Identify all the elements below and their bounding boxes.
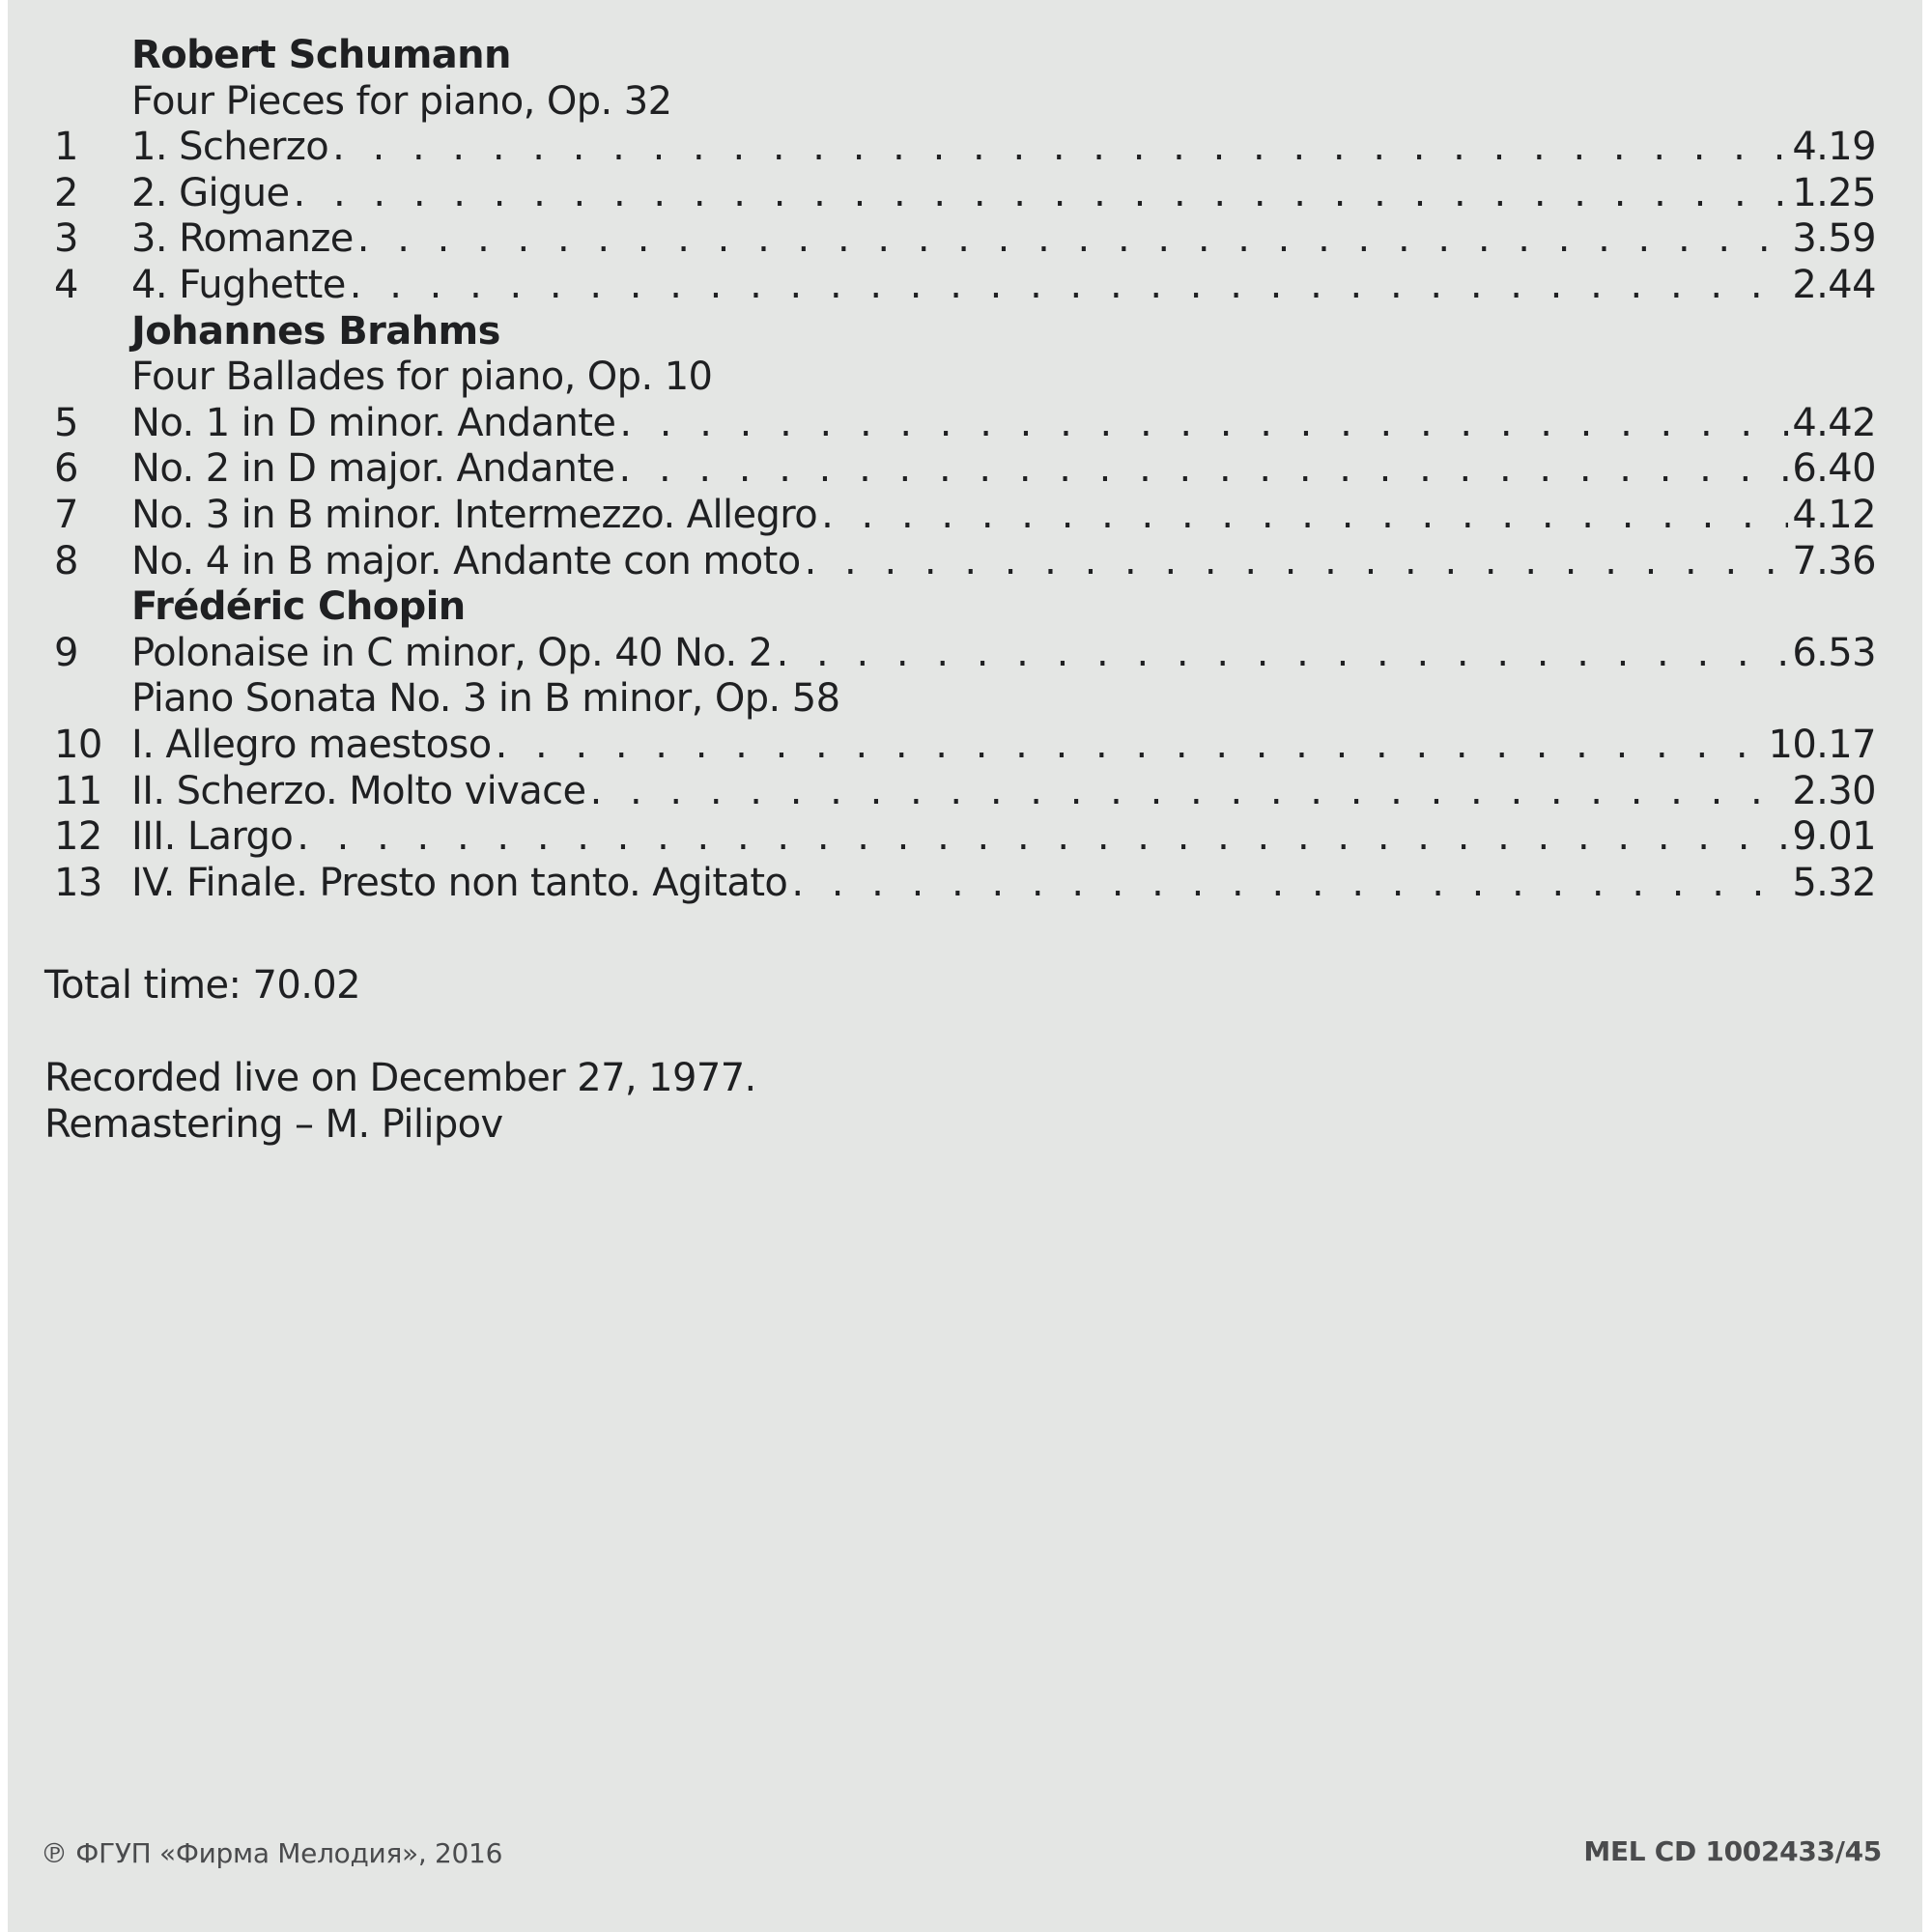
composer-heading [50,584,1882,631]
track-row [50,493,1882,539]
copyright-notice: ℗ ФГУП «Фирма Мелодия», 2016 [41,1837,503,1869]
dot-leader [357,216,1789,263]
dot-leader [496,723,1765,769]
track-number: 7 [54,492,78,537]
track-duration: 4.42 [1792,400,1876,445]
dot-leader [821,493,1788,539]
track-row [50,814,1882,861]
track-row [50,723,1882,769]
track-title: Polonaise in C minor, Op. 40 No. 2 [131,630,773,675]
track-title: 3. Romanze [131,216,354,262]
dot-leader [791,861,1788,907]
track-duration: 9.01 [1792,814,1876,860]
composer-name: Robert Schumann [131,33,511,77]
track-number: 3 [54,216,78,262]
track-title: 2. Gigue [131,170,290,215]
track-title: III. Largo [131,814,294,860]
track-row [50,401,1882,447]
track-duration: 7.36 [1792,538,1876,583]
track-duration: 6.40 [1792,446,1876,492]
track-row [50,631,1882,677]
dot-leader [619,446,1789,493]
track-title: IV. Finale. Presto non tanto. Agitato [131,860,788,905]
track-duration: 4.12 [1792,492,1876,537]
track-title: 4. Fughette [131,262,346,307]
track-number: 5 [54,400,78,445]
tracklist [50,33,1882,906]
work-heading [50,79,1882,126]
dot-leader [350,263,1789,309]
track-number: 8 [54,538,78,583]
track-number: 10 [54,722,102,767]
dot-leader [332,125,1788,171]
dot-leader [777,631,1789,677]
track-duration: 5.32 [1792,860,1876,905]
track-duration: 2.30 [1792,768,1876,813]
track-row [50,263,1882,309]
track-number: 4 [54,262,78,307]
track-row [50,216,1882,263]
dot-leader [590,769,1789,815]
track-row [50,539,1882,585]
dot-leader [619,401,1788,447]
composer-name: Frédéric Chopin [131,584,466,630]
track-number: 11 [54,768,102,813]
track-title: No. 4 in B major. Andante con moto [131,538,801,583]
track-row [50,171,1882,217]
dot-leader [294,171,1789,217]
track-row [50,861,1882,907]
track-number: 1 [54,125,78,170]
work-title: Four Pieces for piano, Op. 32 [131,78,672,124]
dot-leader [297,814,1788,861]
track-duration: 10.17 [1768,722,1876,767]
track-row [50,125,1882,171]
track-number: 12 [54,814,102,860]
work-heading [50,355,1882,401]
track-number: 9 [54,630,78,675]
track-row [50,446,1882,493]
composer-heading [50,309,1882,355]
track-duration: 2.44 [1792,262,1876,307]
composer-name: Johannes Brahms [131,308,500,354]
work-heading [50,676,1882,723]
track-number: 13 [54,860,102,905]
remastering-credit: Remastering – M. Pilipov [44,1102,503,1147]
track-number: 2 [54,170,78,215]
track-title: 1. Scherzo [131,125,329,170]
track-title: No. 3 in B minor. Intermezzo. Allegro [131,492,818,537]
recording-note: Recorded live on December 27, 1977. [44,1056,756,1100]
booklet-page [8,0,1922,1932]
track-number: 6 [54,446,78,492]
track-title: I. Allegro maestoso [131,722,492,767]
dot-leader [805,539,1789,585]
track-duration: 3.59 [1792,216,1876,262]
track-duration: 1.25 [1792,170,1876,215]
track-title: No. 2 in D major. Andante [131,446,615,492]
track-row [50,769,1882,815]
work-title: Piano Sonata No. 3 in B minor, Op. 58 [131,676,840,722]
work-title: Four Ballades for piano, Op. 10 [131,355,713,400]
track-title: No. 1 in D minor. Andante [131,400,616,445]
composer-heading [50,33,1882,79]
track-duration: 4.19 [1792,125,1876,170]
catalog-number: MEL CD 1002433/45 [1583,1835,1882,1867]
track-duration: 6.53 [1792,630,1876,675]
track-title: II. Scherzo. Molto vivace [131,768,586,813]
total-time: Total time: 70.02 [44,963,361,1008]
